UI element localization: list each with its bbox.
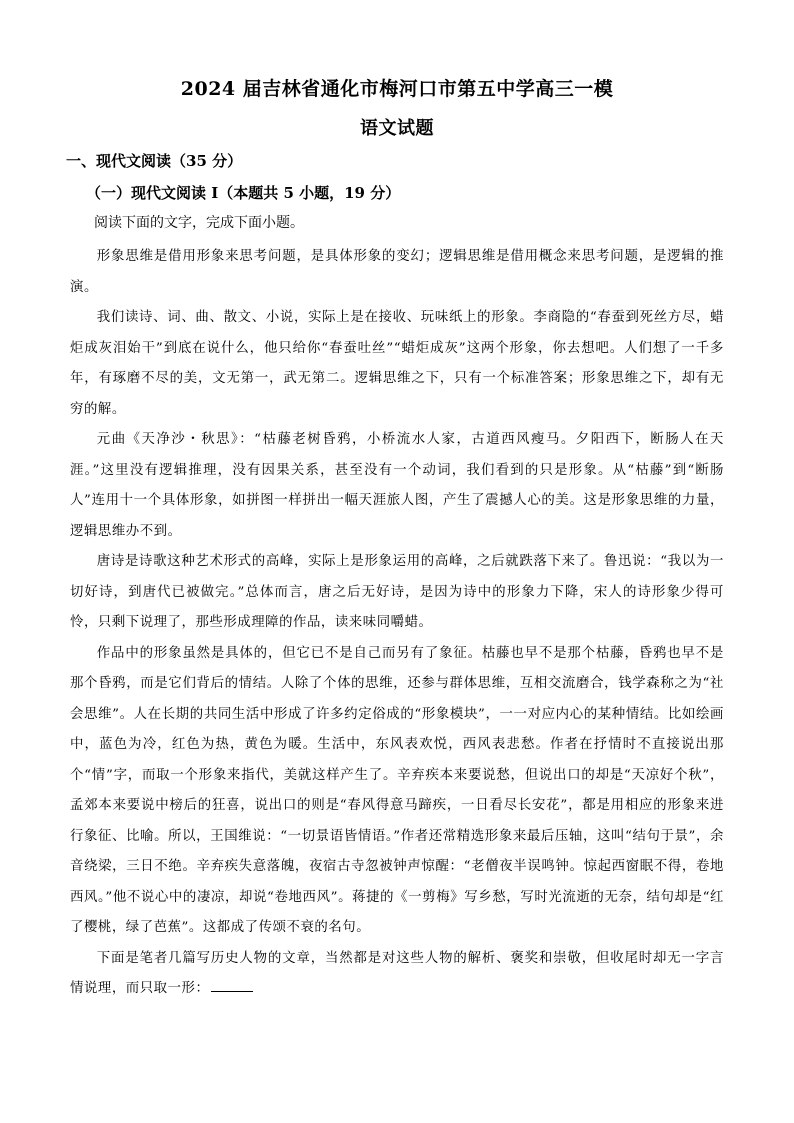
exam-title: 2024 届吉林省通化市梅河口市第五中学高三一模 xyxy=(180,78,614,100)
passage-body xyxy=(70,242,724,1005)
subsection-heading: （一）现代文阅读 I（本题共 5 小题，19 分） xyxy=(86,184,401,202)
answer-blank[interactable] xyxy=(211,977,253,992)
passage-paragraph: 元曲《天净沙・秋思》：“枯藤老树昏鸦，小桥流水人家，古道西风瘦马。夕阳西下，断肠人在天涯。”这里没有逻辑推理，没有因果关系，甚至没有一个动词，我们看到的只是形象。从“枯藤”到“断肠人”连用十一个具体形象，如拼图一样拼出一幅天涯旅人图，产生了震撼人心的美。这是形象思维的力量，逻辑思维办不到。 xyxy=(70,432,724,539)
reading-instruction: 阅读下面的文字，完成下面小题。 xyxy=(94,215,304,231)
passage-paragraph-last xyxy=(70,944,724,1005)
passage-paragraph-text: 下面是笔者几篇写历史人物的文章，当然都是对这些人物的解析、褒奖和崇敬，但收尾时却无一字言情说理，而只取一形： xyxy=(70,950,724,996)
passage-paragraph: 唐诗是诗歌这种艺术形式的高峰，实际上是形象运用的高峰，之后就跌落下来了。鲁迅说：“我以为一切好诗，到唐代已被做完。”总体而言，唐之后无好诗，是因为诗中的形象力下降，宋人的诗形象少得可怜，只剩下说理了，那些形成理障的作品，读来味同嚼蜡。 xyxy=(70,554,724,630)
exam-subtitle: 语文试题 xyxy=(360,118,434,139)
passage-paragraph: 形象思维是借用形象来思考问题，是具体形象的变幻；逻辑思维是借用概念来思考问题，是逻辑的推演。 xyxy=(70,249,724,295)
passage-paragraph: 作品中的形象虽然是具体的，但它已不是自己而另有了象征。枯藤也早不是那个枯藤，昏鸦也早不是那个昏鸦，而是它们背后的情结。人除了个体的思维，还参与群体思维，互相交流磨合，钱学森称之为“社会思维”。人在长期的共同生活中形成了许多约定俗成的“形象模块”，一一对应内心的某种情结。比如绘画中，蓝色为冷，红色为热，黄色为暖。生活中，东风表欢悦，西风表悲愁。作者在抒情时不直接说出那个“情”字，而取一个形象来指代，美就这样产生了。辛弃疾本来要说愁，但说出口的却是“天凉好个秋”，孟郊本来要说中榜后的狂喜，说出口的则是“春风得意马蹄疾，一日看尽长安花”，都是用相应的形象来进行象征、比喻。所以，王国维说：“一切景语皆情语。”作者还常精选形象来最后压轴，这叫“结句于景”，余音绕梁，三日不绝。辛弃疾失意落魄，夜宿古寺忽被钟声惊醒：“老僧夜半误鸣钟。惊起西窗眠不得，卷地西风。”他不说心中的凄凉，却说“卷地西风”。蒋捷的《一剪梅》写乡愁，写时光流逝的无奈，结句却是“红了樱桃，绿了芭蕉”。这都成了传颂不衰的名句。 xyxy=(70,645,724,935)
passage-paragraph: 我们读诗、词、曲、散文、小说，实际上是在接收、玩味纸上的形象。李商隐的“春蚕到死丝方尽，蜡炬成灰泪始干”到底在说什么，他只给你“春蚕吐丝”“蜡炬成灰”这两个形象，你去想吧。人们想了一千多年，有琢磨不尽的美，文无第一，武无第二。逻辑思维之下，只有一个标准答案；形象思维之下，却有无穷的解。 xyxy=(70,310,724,417)
section-heading: 一、现代文阅读（35 分） xyxy=(66,152,243,170)
